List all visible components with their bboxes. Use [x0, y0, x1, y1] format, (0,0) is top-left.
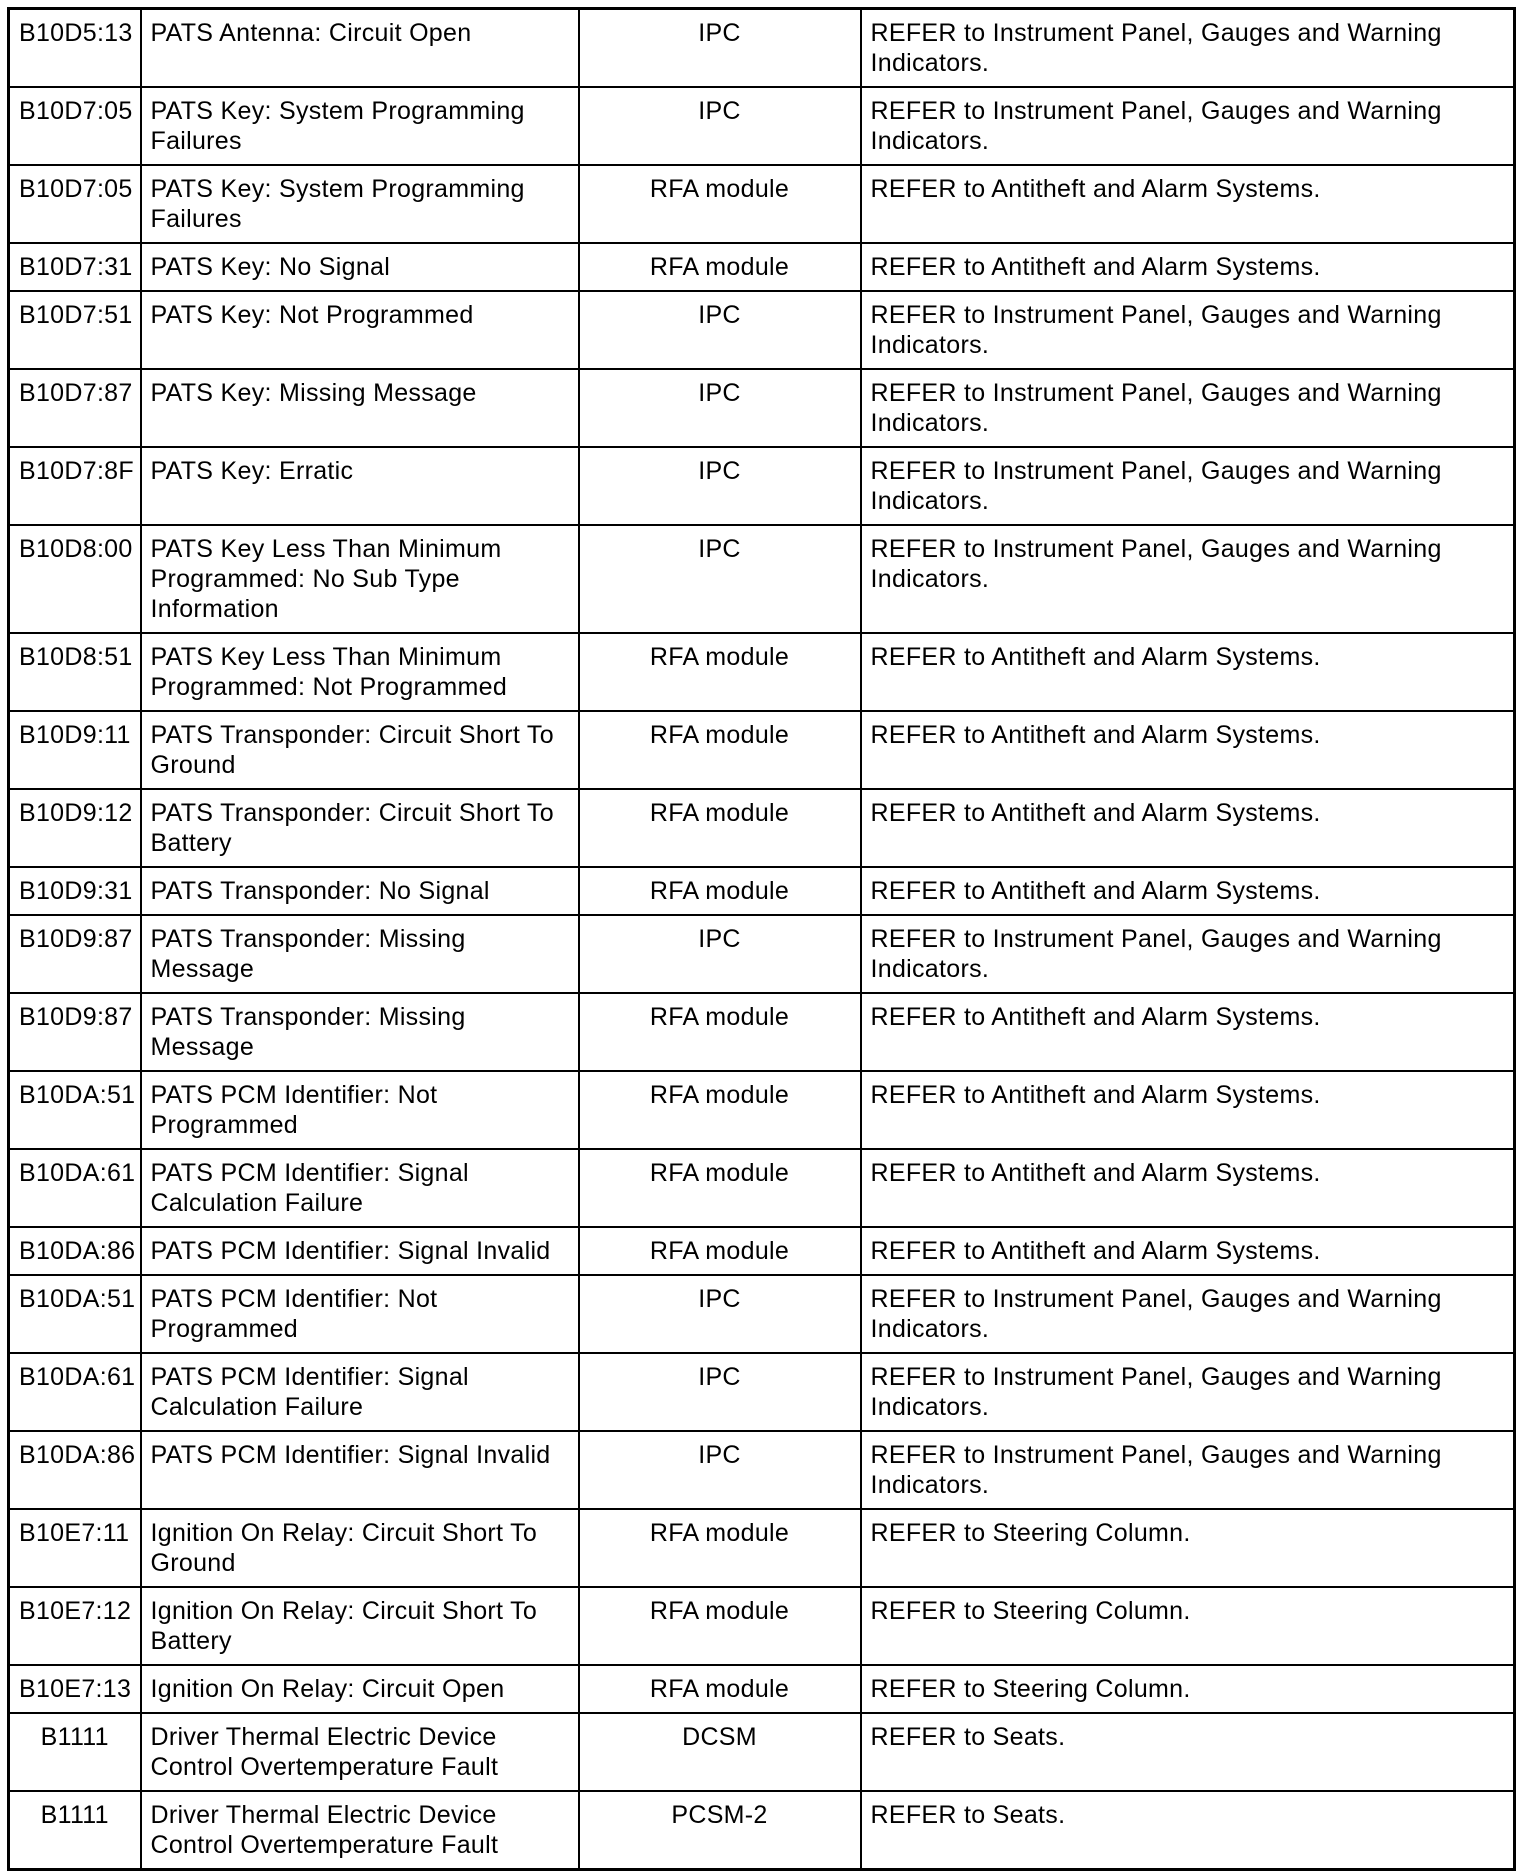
action-cell: REFER to Instrument Panel, Gauges and Warning Indicators.	[861, 291, 1515, 369]
table-row	[9, 1227, 1515, 1275]
action-cell: REFER to Steering Column.	[861, 1509, 1515, 1587]
action-cell: REFER to Instrument Panel, Gauges and Warning Indicators.	[861, 447, 1515, 525]
dtc-code-cell: B10D8:00	[9, 525, 141, 633]
table-row	[9, 1791, 1515, 1870]
action-cell: REFER to Instrument Panel, Gauges and Warning Indicators.	[861, 87, 1515, 165]
table-row	[9, 369, 1515, 447]
dtc-description-cell: PATS Transponder: Missing Message	[141, 993, 579, 1071]
dtc-description-cell: Driver Thermal Electric Device Control Overtemperature Fault	[141, 1791, 579, 1870]
dtc-code-cell: B10D8:51	[9, 633, 141, 711]
table-row	[9, 1353, 1515, 1431]
action-cell: REFER to Instrument Panel, Gauges and Warning Indicators.	[861, 369, 1515, 447]
dtc-code-cell: B10E7:11	[9, 1509, 141, 1587]
table-row	[9, 1149, 1515, 1227]
module-cell: RFA module	[579, 1071, 861, 1149]
dtc-description-cell: Ignition On Relay: Circuit Open	[141, 1665, 579, 1713]
action-cell: REFER to Antitheft and Alarm Systems.	[861, 711, 1515, 789]
module-cell: IPC	[579, 291, 861, 369]
dtc-code-cell: B1111	[9, 1791, 141, 1870]
dtc-description-cell: PATS Key: No Signal	[141, 243, 579, 291]
dtc-description-cell: PATS PCM Identifier: Not Programmed	[141, 1071, 579, 1149]
table-row	[9, 447, 1515, 525]
action-cell: REFER to Steering Column.	[861, 1665, 1515, 1713]
table-row	[9, 1713, 1515, 1791]
action-cell: REFER to Steering Column.	[861, 1587, 1515, 1665]
dtc-code-cell: B1111	[9, 1713, 141, 1791]
dtc-code-cell: B10D9:87	[9, 915, 141, 993]
table-row	[9, 525, 1515, 633]
action-cell: REFER to Antitheft and Alarm Systems.	[861, 243, 1515, 291]
dtc-code-cell: B10D9:12	[9, 789, 141, 867]
module-cell: IPC	[579, 447, 861, 525]
table-row	[9, 1587, 1515, 1665]
action-cell: REFER to Instrument Panel, Gauges and Warning Indicators.	[861, 1275, 1515, 1353]
table-row	[9, 711, 1515, 789]
table-row	[9, 1509, 1515, 1587]
module-cell: RFA module	[579, 789, 861, 867]
module-cell: IPC	[579, 1431, 861, 1509]
action-cell: REFER to Instrument Panel, Gauges and Warning Indicators.	[861, 1353, 1515, 1431]
action-cell: REFER to Antitheft and Alarm Systems.	[861, 867, 1515, 915]
dtc-code-cell: B10DA:61	[9, 1149, 141, 1227]
dtc-description-cell: PATS Antenna: Circuit Open	[141, 9, 579, 88]
action-cell: REFER to Seats.	[861, 1791, 1515, 1870]
dtc-description-cell: PATS Key: System Programming Failures	[141, 165, 579, 243]
dtc-description-cell: PATS Transponder: Missing Message	[141, 915, 579, 993]
dtc-code-cell: B10DA:61	[9, 1353, 141, 1431]
module-cell: RFA module	[579, 1665, 861, 1713]
dtc-code-cell: B10E7:12	[9, 1587, 141, 1665]
dtc-code-cell: B10D9:11	[9, 711, 141, 789]
dtc-code-cell: B10D7:31	[9, 243, 141, 291]
module-cell: IPC	[579, 1353, 861, 1431]
action-cell: REFER to Instrument Panel, Gauges and Warning Indicators.	[861, 9, 1515, 88]
dtc-description-cell: PATS Key Less Than Minimum Programmed: Not Programmed	[141, 633, 579, 711]
dtc-description-cell: Ignition On Relay: Circuit Short To Battery	[141, 1587, 579, 1665]
dtc-description-cell: PATS PCM Identifier: Signal Calculation Failure	[141, 1353, 579, 1431]
dtc-description-cell: PATS Transponder: Circuit Short To Ground	[141, 711, 579, 789]
dtc-description-cell: PATS Transponder: Circuit Short To Battery	[141, 789, 579, 867]
module-cell: IPC	[579, 9, 861, 88]
dtc-description-cell: PATS Key: Missing Message	[141, 369, 579, 447]
module-cell: RFA module	[579, 243, 861, 291]
module-cell: RFA module	[579, 1227, 861, 1275]
table-row	[9, 789, 1515, 867]
dtc-code-cell: B10D7:87	[9, 369, 141, 447]
module-cell: IPC	[579, 369, 861, 447]
table-row	[9, 1431, 1515, 1509]
module-cell: IPC	[579, 915, 861, 993]
action-cell: REFER to Antitheft and Alarm Systems.	[861, 1149, 1515, 1227]
action-cell: REFER to Antitheft and Alarm Systems.	[861, 633, 1515, 711]
module-cell: IPC	[579, 525, 861, 633]
module-cell: RFA module	[579, 1587, 861, 1665]
module-cell: RFA module	[579, 633, 861, 711]
dtc-description-cell: PATS PCM Identifier: Not Programmed	[141, 1275, 579, 1353]
table-row	[9, 1275, 1515, 1353]
action-cell: REFER to Antitheft and Alarm Systems.	[861, 993, 1515, 1071]
dtc-code-cell: B10D7:05	[9, 87, 141, 165]
dtc-code-cell: B10D9:31	[9, 867, 141, 915]
module-cell: RFA module	[579, 1509, 861, 1587]
dtc-description-cell: Driver Thermal Electric Device Control Overtemperature Fault	[141, 1713, 579, 1791]
dtc-description-cell: PATS Key: System Programming Failures	[141, 87, 579, 165]
dtc-description-cell: PATS Transponder: No Signal	[141, 867, 579, 915]
dtc-code-cell: B10DA:86	[9, 1431, 141, 1509]
table-row	[9, 243, 1515, 291]
dtc-description-cell: Ignition On Relay: Circuit Short To Ground	[141, 1509, 579, 1587]
dtc-table-body	[9, 9, 1515, 1870]
dtc-description-cell: PATS Key Less Than Minimum Programmed: No Sub Type Information	[141, 525, 579, 633]
module-cell: PCSM-2	[579, 1791, 861, 1870]
module-cell: RFA module	[579, 867, 861, 915]
dtc-code-cell: B10DA:51	[9, 1275, 141, 1353]
table-row	[9, 87, 1515, 165]
module-cell: RFA module	[579, 165, 861, 243]
dtc-code-cell: B10E7:13	[9, 1665, 141, 1713]
module-cell: RFA module	[579, 993, 861, 1071]
action-cell: REFER to Antitheft and Alarm Systems.	[861, 1071, 1515, 1149]
table-row	[9, 291, 1515, 369]
table-row	[9, 1071, 1515, 1149]
dtc-code-cell: B10D9:87	[9, 993, 141, 1071]
module-cell: RFA module	[579, 711, 861, 789]
action-cell: REFER to Seats.	[861, 1713, 1515, 1791]
table-row	[9, 633, 1515, 711]
action-cell: REFER to Instrument Panel, Gauges and Warning Indicators.	[861, 525, 1515, 633]
dtc-description-cell: PATS PCM Identifier: Signal Calculation Failure	[141, 1149, 579, 1227]
action-cell: REFER to Instrument Panel, Gauges and Warning Indicators.	[861, 915, 1515, 993]
action-cell: REFER to Instrument Panel, Gauges and Warning Indicators.	[861, 1431, 1515, 1509]
dtc-description-cell: PATS PCM Identifier: Signal Invalid	[141, 1227, 579, 1275]
module-cell: DCSM	[579, 1713, 861, 1791]
table-row	[9, 1665, 1515, 1713]
dtc-description-cell: PATS PCM Identifier: Signal Invalid	[141, 1431, 579, 1509]
dtc-description-cell: PATS Key: Erratic	[141, 447, 579, 525]
table-row	[9, 165, 1515, 243]
module-cell: IPC	[579, 1275, 861, 1353]
dtc-code-cell: B10D7:05	[9, 165, 141, 243]
table-row	[9, 993, 1515, 1071]
action-cell: REFER to Antitheft and Alarm Systems.	[861, 1227, 1515, 1275]
dtc-code-cell: B10D5:13	[9, 9, 141, 88]
table-row	[9, 867, 1515, 915]
module-cell: RFA module	[579, 1149, 861, 1227]
action-cell: REFER to Antitheft and Alarm Systems.	[861, 165, 1515, 243]
action-cell: REFER to Antitheft and Alarm Systems.	[861, 789, 1515, 867]
table-row	[9, 915, 1515, 993]
dtc-description-cell: PATS Key: Not Programmed	[141, 291, 579, 369]
dtc-table	[7, 7, 1516, 1871]
dtc-code-cell: B10DA:51	[9, 1071, 141, 1149]
dtc-code-cell: B10D7:8F	[9, 447, 141, 525]
module-cell: IPC	[579, 87, 861, 165]
table-row	[9, 9, 1515, 88]
dtc-code-cell: B10DA:86	[9, 1227, 141, 1275]
dtc-code-cell: B10D7:51	[9, 291, 141, 369]
